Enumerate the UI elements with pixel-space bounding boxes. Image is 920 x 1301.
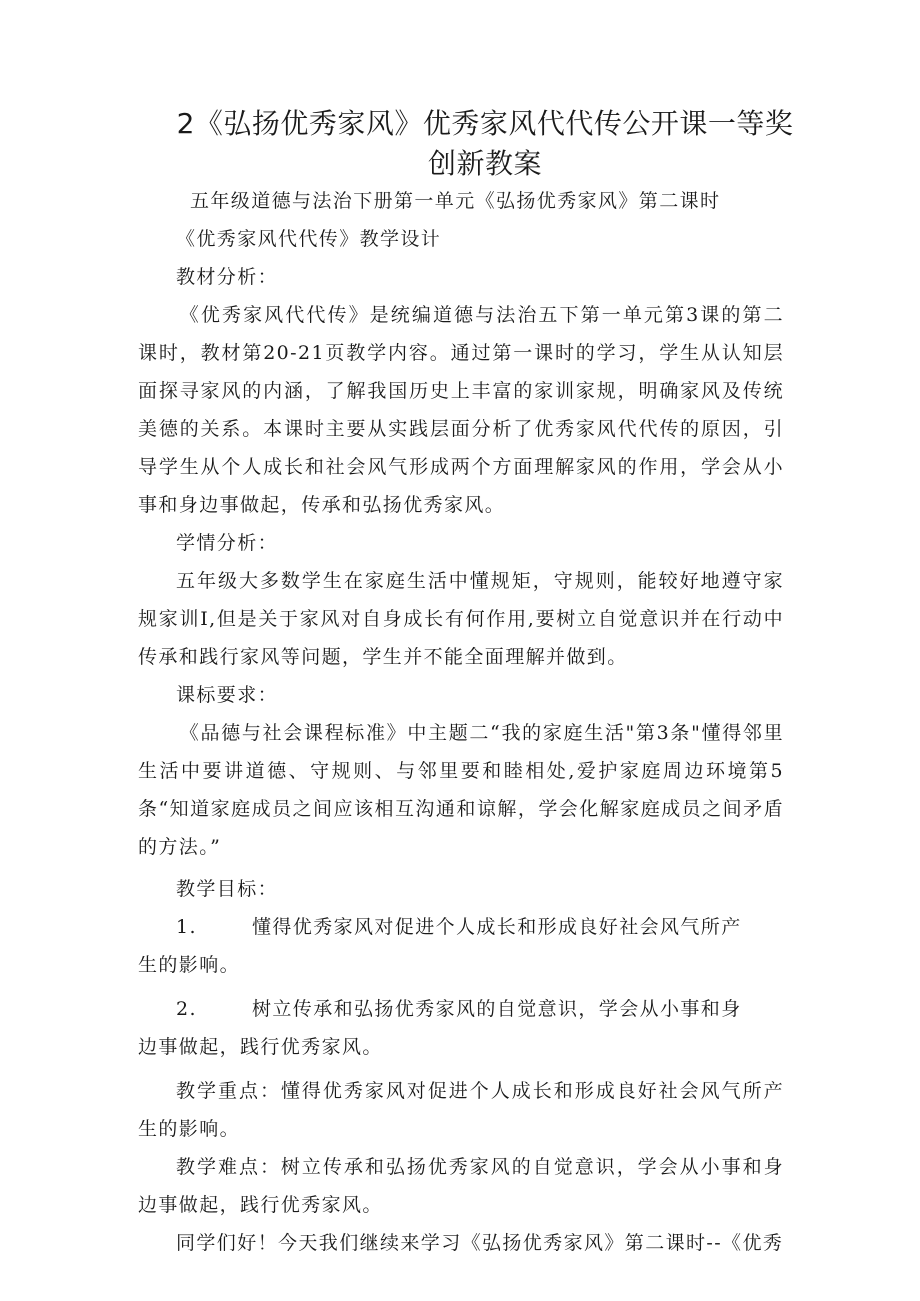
curriculum-requirements-paragraph: 《品德与社会课程标准》中主题二“我的家庭生活"第3条"懂得邻里生活中要讲道德、守规则、与邻里要和睦相处,爱护家庭周边环境第5条“知道家庭成员之间应该相互沟通和谅解，学会化解家庭成员之间矛盾的方法。”	[138, 722, 784, 858]
header-line-2: 《优秀家风代代传》教学设计	[176, 228, 442, 250]
difficult-point-paragraph: 教学难点：树立传承和弘扬优秀家风的自觉意识，学会从小事和身边事做起，践行优秀家风。	[138, 1156, 784, 1216]
header-line-1: 五年级道德与法治下册第一单元《弘扬优秀家风》第二课时	[190, 190, 721, 212]
learner-analysis-heading: 学情分析：	[176, 532, 279, 554]
intro-paragraph: 同学们好！今天我们继续来学习《弘扬优秀家风》第二课时--《优秀	[176, 1232, 784, 1254]
teaching-goals-heading: 教学目标：	[176, 878, 279, 900]
key-point-paragraph: 教学重点：懂得优秀家风对促进个人成长和形成良好社会风气所产生的影响。	[138, 1080, 784, 1140]
goal-number: 1.	[176, 916, 197, 938]
goal-item	[138, 908, 784, 946]
textbook-analysis-heading: 教材分析：	[176, 266, 279, 288]
goal-continuation: 生的影响。	[138, 954, 241, 976]
goal-continuation: 边事做起，践行优秀家风。	[138, 1036, 383, 1058]
goal-text: 树立传承和弘扬优秀家风的自觉意识，学会从小事和身	[252, 998, 742, 1020]
goal-item	[138, 990, 784, 1028]
learner-analysis-paragraph: 五年级大多数学生在家庭生活中懂规矩，守规则，能较好地遵守家规家训I,但是关于家风对自身成长有何作用,要树立自觉意识并在行动中传承和践行家风等问题，学生并不能全面理解并做到。	[138, 570, 784, 668]
textbook-analysis-paragraph: 《优秀家风代代传》是统编道德与法治五下第一单元第3课的第二课时，教材第20-21页教学内容。通过第一课时的学习，学生从认知层面探寻家风的内涵，了解我国历史上丰富的家训家规，明确家风及传统美德的关系。本课时主要从实践层面分析了优秀家风代代传的原因，引导学生从个人成长和社会风气形成两个方面理解家风的作用，学会从小事和身边事做起，传承和弘扬优秀家风。	[138, 304, 784, 516]
curriculum-requirements-heading: 课标要求：	[176, 684, 279, 706]
document-body	[138, 182, 784, 1262]
document-title: 2《弘扬优秀家风》优秀家风代代传公开课一等奖创新教案	[176, 107, 794, 180]
goal-text: 懂得优秀家风对促进个人成长和形成良好社会风气所产	[252, 916, 742, 938]
goal-number: 2.	[176, 998, 197, 1020]
